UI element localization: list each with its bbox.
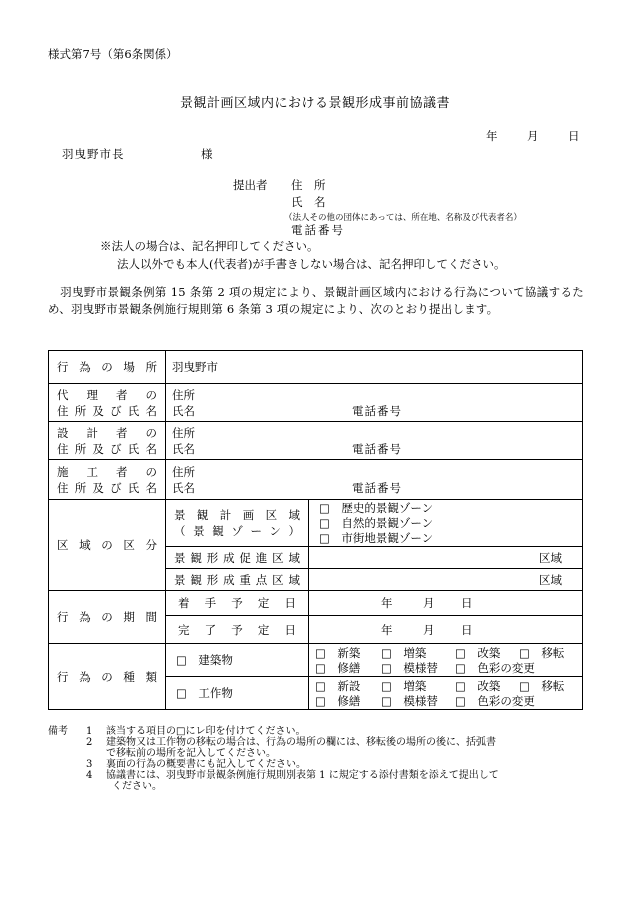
- note-3-text: 裏面の行為の概要書にも記入してください。: [106, 759, 306, 770]
- zone-natural-checkbox[interactable]: □ 自然的景観ゾーン: [319, 515, 434, 530]
- start-date-label: 着手予定日: [166, 591, 309, 616]
- builder-label: [49, 460, 166, 500]
- structure-checkbox[interactable]: □ 工作物: [166, 677, 309, 710]
- structure-repair-checkbox[interactable]: □ 修繕: [315, 694, 361, 708]
- addressee: 羽曳野市長: [62, 147, 125, 161]
- agent-label-line1: 代理者の: [57, 387, 157, 402]
- designer-name: 氏名: [172, 441, 195, 456]
- designer-phone: 電話番号: [352, 441, 402, 456]
- designer-fields[interactable]: [166, 422, 583, 460]
- building-color-checkbox[interactable]: □ 色彩の変更: [455, 661, 535, 675]
- area-label: 区域の区分: [49, 500, 166, 591]
- building-opts-row2: [309, 660, 582, 676]
- name-label: 氏 名: [291, 195, 326, 209]
- note-4-text-cont: ください。: [112, 781, 162, 792]
- row-area-plan: [49, 500, 583, 547]
- designer-name-row: [172, 441, 576, 457]
- structure-options: [309, 677, 583, 710]
- form-number: 様式第7号（第6条関係）: [48, 47, 178, 61]
- agent-phone: 電話番号: [352, 403, 402, 418]
- zone-options: [309, 500, 583, 547]
- period-label: 行為の期間: [49, 591, 166, 644]
- date-day: 日: [568, 129, 580, 143]
- notice-corporate: ※法人の場合は、記名押印してください。: [100, 239, 319, 253]
- building-opts-row1: [309, 644, 582, 660]
- building-checkbox[interactable]: □ 建築物: [166, 644, 309, 677]
- builder-name: 氏名: [172, 480, 195, 495]
- builder-fields[interactable]: [166, 460, 583, 500]
- building-relocate-checkbox[interactable]: □ 移転: [519, 646, 565, 660]
- place-label: 行為の場所: [49, 351, 166, 384]
- row-place: [49, 351, 583, 384]
- body-text-content: 羽曳野市景観条例第 15 条第 2 項の規定により、景観計画区域内における行為について協議するため、羽曳野市景観条例施行規則第 6 条第 3 項の規定により、次のとおり提出します。: [48, 285, 584, 316]
- designer-label-line2: 住所及び氏名: [57, 441, 157, 456]
- builder-phone: 電話番号: [352, 480, 402, 495]
- note-4-num: 4: [86, 770, 93, 781]
- row-kind-building: [49, 644, 583, 677]
- agent-name: 氏名: [172, 403, 195, 418]
- row-builder: [49, 460, 583, 500]
- agent-name-row: [172, 403, 576, 419]
- structure-extend-checkbox[interactable]: □ 増築: [381, 679, 427, 693]
- designer-address: 住所: [172, 425, 195, 440]
- submitter-label: 提出者: [233, 178, 268, 192]
- designer-label-line1: 設計者の: [57, 425, 157, 440]
- corporate-note: （法人その他の団体にあっては、所在地、名称及び代表者名）: [284, 213, 522, 223]
- address-label: 住 所: [291, 178, 326, 192]
- row-designer: [49, 422, 583, 460]
- start-date-field[interactable]: [309, 591, 583, 616]
- notice-signature: 法人以外でも本人(代表者)が手書きしない場合は、記名押印してください。: [117, 257, 506, 271]
- building-rebuild-checkbox[interactable]: □ 改築: [455, 646, 501, 660]
- end-month: 月: [423, 623, 435, 637]
- note-4-text: 協議書には、羽曳野市景観条例施行規則別表第 1 に規定する添付書類を添えて提出して: [106, 770, 499, 781]
- row-agent: [49, 384, 583, 422]
- note-2-text-cont: で移転前の場所を記入してください。: [106, 748, 276, 759]
- application-table: [48, 350, 583, 710]
- builder-name-row: [172, 480, 576, 496]
- structure-remodel-checkbox[interactable]: □ 模様替: [381, 694, 438, 708]
- kind-label: 行為の種類: [49, 644, 166, 710]
- designer-label: [49, 422, 166, 460]
- body-text: [48, 284, 584, 318]
- area-plan-label: [166, 500, 309, 547]
- building-options: [309, 644, 583, 677]
- agent-fields[interactable]: [166, 384, 583, 422]
- structure-relocate-checkbox[interactable]: □ 移転: [519, 679, 565, 693]
- end-year: 年: [381, 623, 393, 637]
- builder-address: 住所: [172, 464, 195, 479]
- promo-area-unit[interactable]: 区域: [309, 547, 583, 569]
- structure-rebuild-checkbox[interactable]: □ 改築: [455, 679, 501, 693]
- phone-label: 電話番号: [291, 223, 345, 237]
- start-day: 日: [461, 596, 473, 610]
- builder-label-line2: 住所及び氏名: [57, 480, 157, 495]
- building-extend-checkbox[interactable]: □ 増築: [381, 646, 427, 660]
- start-month: 月: [423, 596, 435, 610]
- honorific: 様: [201, 147, 213, 161]
- row-period-start: [49, 591, 583, 616]
- note-2-text: 建築物又は工作物の移転の場合は、行為の場所の欄には、移転後の場所の後に、括弧書: [106, 737, 496, 748]
- priority-area-unit[interactable]: 区域: [309, 569, 583, 591]
- note-3-num: 3: [86, 759, 93, 770]
- agent-address: 住所: [172, 387, 195, 402]
- building-remodel-checkbox[interactable]: □ 模様替: [381, 661, 438, 675]
- place-value[interactable]: 羽曳野市: [166, 351, 583, 384]
- structure-opts-row2: [309, 693, 582, 709]
- area-plan-line1: 景観計画区域: [174, 508, 300, 522]
- zone-urban-checkbox[interactable]: □ 市街地景観ゾーン: [319, 530, 434, 545]
- note-1-text: 該当する項目の□にレ印を付けてください。: [106, 726, 306, 737]
- end-day: 日: [461, 623, 473, 637]
- end-date-field[interactable]: [309, 616, 583, 644]
- note-2-num: 2: [86, 737, 93, 748]
- page-title: 景観計画区域内における景観形成事前協議書: [179, 96, 450, 111]
- agent-label: [49, 384, 166, 422]
- promo-area-label: 景観形成促進区域: [166, 547, 309, 569]
- priority-area-label: 景観形成重点区域: [166, 569, 309, 591]
- area-plan-line2: （景観ゾーン）: [174, 524, 300, 538]
- date-year: 年: [486, 129, 498, 143]
- end-date-label: 完了予定日: [166, 616, 309, 644]
- structure-new-checkbox[interactable]: □ 新設: [315, 679, 361, 693]
- builder-label-line1: 施工者の: [57, 464, 157, 479]
- structure-opts-row1: [309, 677, 582, 693]
- agent-label-line2: 住所及び氏名: [57, 403, 157, 418]
- start-year: 年: [381, 596, 393, 610]
- date-month: 月: [527, 129, 539, 143]
- notes-label: 備考: [48, 726, 68, 737]
- structure-color-checkbox[interactable]: □ 色彩の変更: [455, 694, 535, 708]
- building-repair-checkbox[interactable]: □ 修繕: [315, 661, 361, 675]
- zone-historic-checkbox[interactable]: □ 歴史的景観ゾーン: [319, 500, 434, 515]
- building-new-checkbox[interactable]: □ 新築: [315, 646, 361, 660]
- note-1-num: 1: [86, 726, 93, 737]
